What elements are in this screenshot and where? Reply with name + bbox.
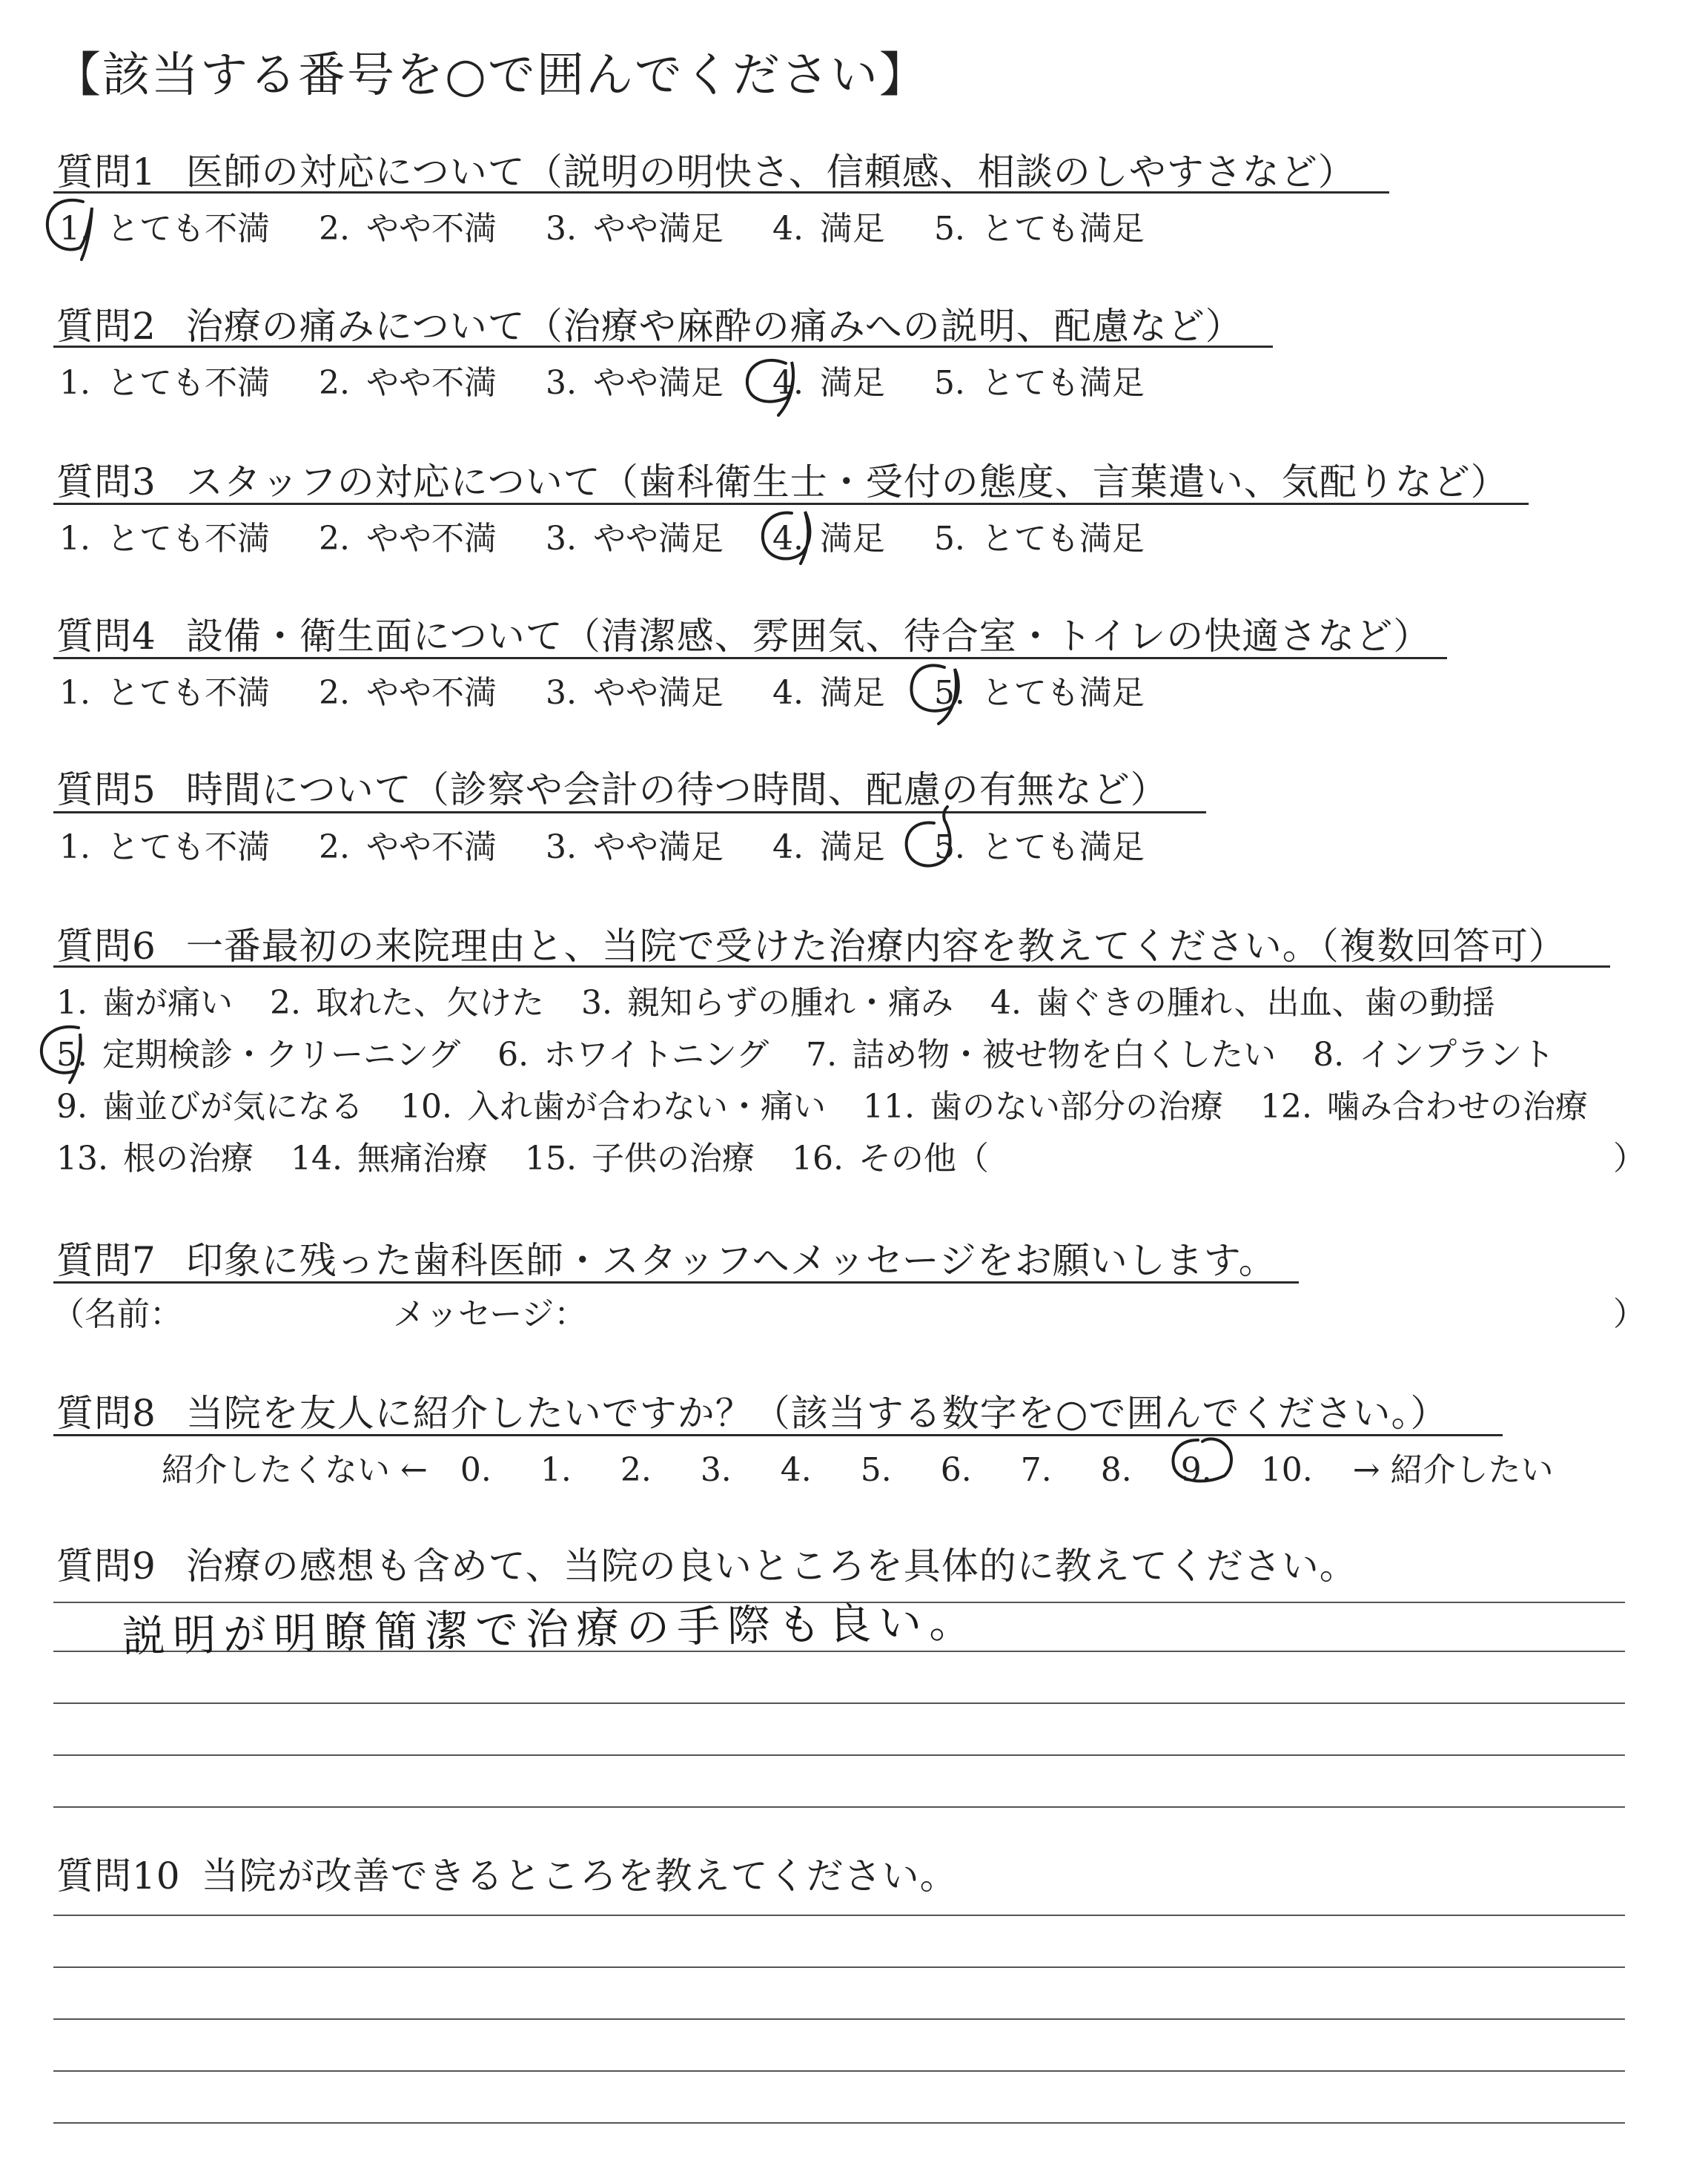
question-text: 治療の感想も含めて、当院の良いところを具体的に教えてください。 <box>185 1545 1357 1588</box>
option-3[interactable]: 3. やや満足 <box>545 828 724 866</box>
question-text: スタッフの対応について（歯科衛生士・受付の態度、言葉遣い、気配りなど） <box>185 460 1509 503</box>
option-7[interactable]: 7. 詰め物・被せ物を白くしたい <box>806 1036 1277 1074</box>
scale-7[interactable]: 7. <box>1020 1451 1052 1489</box>
option-8[interactable]: 8. インプラント <box>1313 1036 1555 1074</box>
question-3-options <box>59 512 1183 559</box>
option-1[interactable]: 1. 歯が痛い <box>56 984 233 1022</box>
question-text: 治療の痛みについて（治療や麻酔の痛みへの説明、配慮など） <box>185 305 1243 348</box>
question-number: 質問6 <box>56 925 156 968</box>
option-3[interactable]: 3. やや満足 <box>545 210 724 248</box>
hand-drawn-circle-icon <box>39 191 101 262</box>
option-5[interactable]: 5. とても満足 <box>933 828 1145 866</box>
option-1[interactable]: 1. とても不満 <box>59 828 270 866</box>
hand-drawn-circle-icon <box>738 349 805 420</box>
recommend-scale <box>162 1443 1554 1490</box>
scale-6[interactable]: 6. <box>940 1451 972 1489</box>
question-number: 質問4 <box>56 615 156 658</box>
option-1[interactable]: 1. とても不満 <box>59 364 270 402</box>
question-text: 印象に残った歯科医師・スタッフへメッセージをお願いします。 <box>185 1239 1277 1282</box>
question-3-title <box>56 452 1509 506</box>
other-close-paren: ） <box>1613 1140 1646 1178</box>
handwritten-answer: 説明が明瞭簡潔で治療の手際も良い。 <box>122 1596 980 1662</box>
question-text: 時間について（診察や会計の待つ時間、配慮の有無など） <box>185 768 1168 811</box>
message-close-paren: ） <box>1613 1295 1646 1333</box>
option-1[interactable]: 1. とても不満 <box>59 674 270 712</box>
option-2[interactable]: 2. やや不満 <box>318 674 497 712</box>
question-5-title <box>56 760 1168 813</box>
option-3[interactable]: 3. やや満足 <box>545 520 724 558</box>
option-9[interactable]: 9. 歯並びが気になる <box>56 1088 363 1126</box>
question-underline <box>53 191 1389 194</box>
question-text: 医師の対応について（説明の明快さ、信頼感、相談のしやすさなど） <box>185 151 1356 194</box>
question-text: 当院が改善できるところを教えてください。 <box>201 1855 958 1898</box>
question-5-options <box>59 820 1183 868</box>
question-underline <box>53 811 1206 813</box>
scale-2[interactable]: 2. <box>620 1451 652 1489</box>
option-14[interactable]: 14. 無痛治療 <box>290 1140 488 1178</box>
hand-drawn-circle-icon <box>893 805 964 879</box>
question-number: 質問3 <box>56 460 156 503</box>
question-underline <box>53 1281 1299 1284</box>
option-6[interactable]: 6. ホワイトニング <box>497 1036 769 1074</box>
option-12[interactable]: 12. 噛み合わせの治療 <box>1260 1088 1588 1126</box>
option-row <box>56 1028 1581 1075</box>
option-2[interactable]: 2. やや不満 <box>318 520 497 558</box>
scale-right-label: → 紹介したい <box>1352 1451 1554 1489</box>
question-text: 一番最初の来院理由と、当院で受けた治療内容を教えてください。（複数回答可） <box>185 925 1566 968</box>
scale-9[interactable]: 9. <box>1180 1451 1212 1489</box>
answer-line <box>53 2070 1625 2072</box>
message-line <box>52 1287 587 1335</box>
option-3[interactable]: 3. 親知らずの腫れ・痛み <box>580 984 953 1022</box>
question-text: 設備・衛生面について（清潔感、雰囲気、待合室・トイレの快適さなど） <box>185 615 1431 658</box>
question-number: 質問8 <box>56 1392 156 1435</box>
option-4[interactable]: 4. 満足 <box>772 828 885 866</box>
question-number: 質問1 <box>56 151 156 194</box>
answer-line <box>53 1754 1625 1756</box>
answer-line <box>53 2122 1625 2124</box>
name-label: （名前： <box>52 1295 182 1333</box>
question-underline <box>53 1434 1503 1436</box>
hand-drawn-circle-icon <box>33 1019 92 1086</box>
question-10-title <box>56 1846 958 1900</box>
option-row <box>56 976 1522 1023</box>
option-3[interactable]: 3. やや満足 <box>545 364 724 402</box>
scale-0[interactable]: 0. <box>460 1451 491 1489</box>
option-5[interactable]: 5. とても満足 <box>933 520 1145 558</box>
scale-4[interactable]: 4. <box>780 1451 812 1489</box>
option-5[interactable]: 5. とても満足 <box>933 364 1145 402</box>
question-4-options <box>59 666 1183 713</box>
hand-drawn-circle-icon <box>1165 1431 1239 1493</box>
option-15[interactable]: 15. 子供の治療 <box>524 1140 755 1178</box>
option-2[interactable]: 2. やや不満 <box>318 364 497 402</box>
question-underline <box>53 965 1610 968</box>
option-4[interactable]: 4. 歯ぐきの腫れ、出血、歯の動揺 <box>990 984 1495 1022</box>
option-16[interactable]: 16. その他（ <box>791 1140 989 1178</box>
hand-drawn-circle-icon <box>753 504 820 571</box>
option-5[interactable]: 5. 定期検診・クリーニング <box>56 1036 461 1074</box>
option-2[interactable]: 2. 取れた、欠けた <box>269 984 544 1022</box>
question-7-title <box>56 1231 1277 1284</box>
question-underline <box>53 657 1447 659</box>
question-number: 質問2 <box>56 305 156 348</box>
question-number: 質問5 <box>56 768 156 811</box>
option-2[interactable]: 2. やや不満 <box>318 210 497 248</box>
answer-line <box>53 2018 1625 2020</box>
scale-5[interactable]: 5. <box>860 1451 892 1489</box>
page-title: 【該当する番号を○で囲んでください】 <box>53 48 928 103</box>
question-2-options <box>59 356 1183 403</box>
question-6-title <box>56 916 1566 970</box>
scale-left-label: 紹介したくない ← <box>162 1451 428 1489</box>
message-label: メッセージ： <box>393 1295 587 1333</box>
option-4[interactable]: 4. 満足 <box>772 364 885 402</box>
option-10[interactable]: 10. 入れ歯が合わない・痛い <box>400 1088 826 1126</box>
question-9-title <box>56 1536 1357 1590</box>
question-2-title <box>56 297 1243 350</box>
option-1[interactable]: 1. とても不満 <box>59 520 270 558</box>
question-number: 質問10 <box>56 1855 181 1898</box>
option-4[interactable]: 4. 満足 <box>772 674 885 712</box>
question-4-title <box>56 607 1431 660</box>
scale-10[interactable]: 10. <box>1260 1451 1313 1489</box>
question-8-title <box>56 1384 1448 1437</box>
question-underline <box>53 346 1273 348</box>
scale-8[interactable]: 8. <box>1100 1451 1132 1489</box>
scale-1[interactable]: 1. <box>540 1451 572 1489</box>
option-13[interactable]: 13. 根の治療 <box>56 1140 254 1178</box>
option-row <box>56 1080 1615 1127</box>
option-2[interactable]: 2. やや不満 <box>318 828 497 866</box>
answer-line <box>53 1806 1625 1808</box>
option-1[interactable]: 1. とても不満 <box>59 210 270 248</box>
option-5[interactable]: 5. とても満足 <box>933 210 1145 248</box>
question-number: 質問7 <box>56 1239 156 1282</box>
option-4[interactable]: 4. 満足 <box>772 520 885 558</box>
scale-3[interactable]: 3. <box>700 1451 732 1489</box>
hand-drawn-circle-icon <box>900 655 971 728</box>
question-1-options <box>59 202 1183 249</box>
answer-line <box>53 1915 1625 1916</box>
option-row <box>56 1132 1016 1179</box>
option-5[interactable]: 5. とても満足 <box>933 674 1145 712</box>
question-1-title <box>56 142 1356 196</box>
option-4[interactable]: 4. 満足 <box>772 210 885 248</box>
option-11[interactable]: 11. 歯のない部分の治療 <box>862 1088 1223 1126</box>
answer-line <box>53 1966 1625 1968</box>
answer-line <box>53 1702 1625 1704</box>
question-number: 質問9 <box>56 1545 156 1588</box>
question-text: 当院を友人に紹介したいですか？（該当する数字を○で囲んでください。） <box>185 1392 1449 1435</box>
option-3[interactable]: 3. やや満足 <box>545 674 724 712</box>
